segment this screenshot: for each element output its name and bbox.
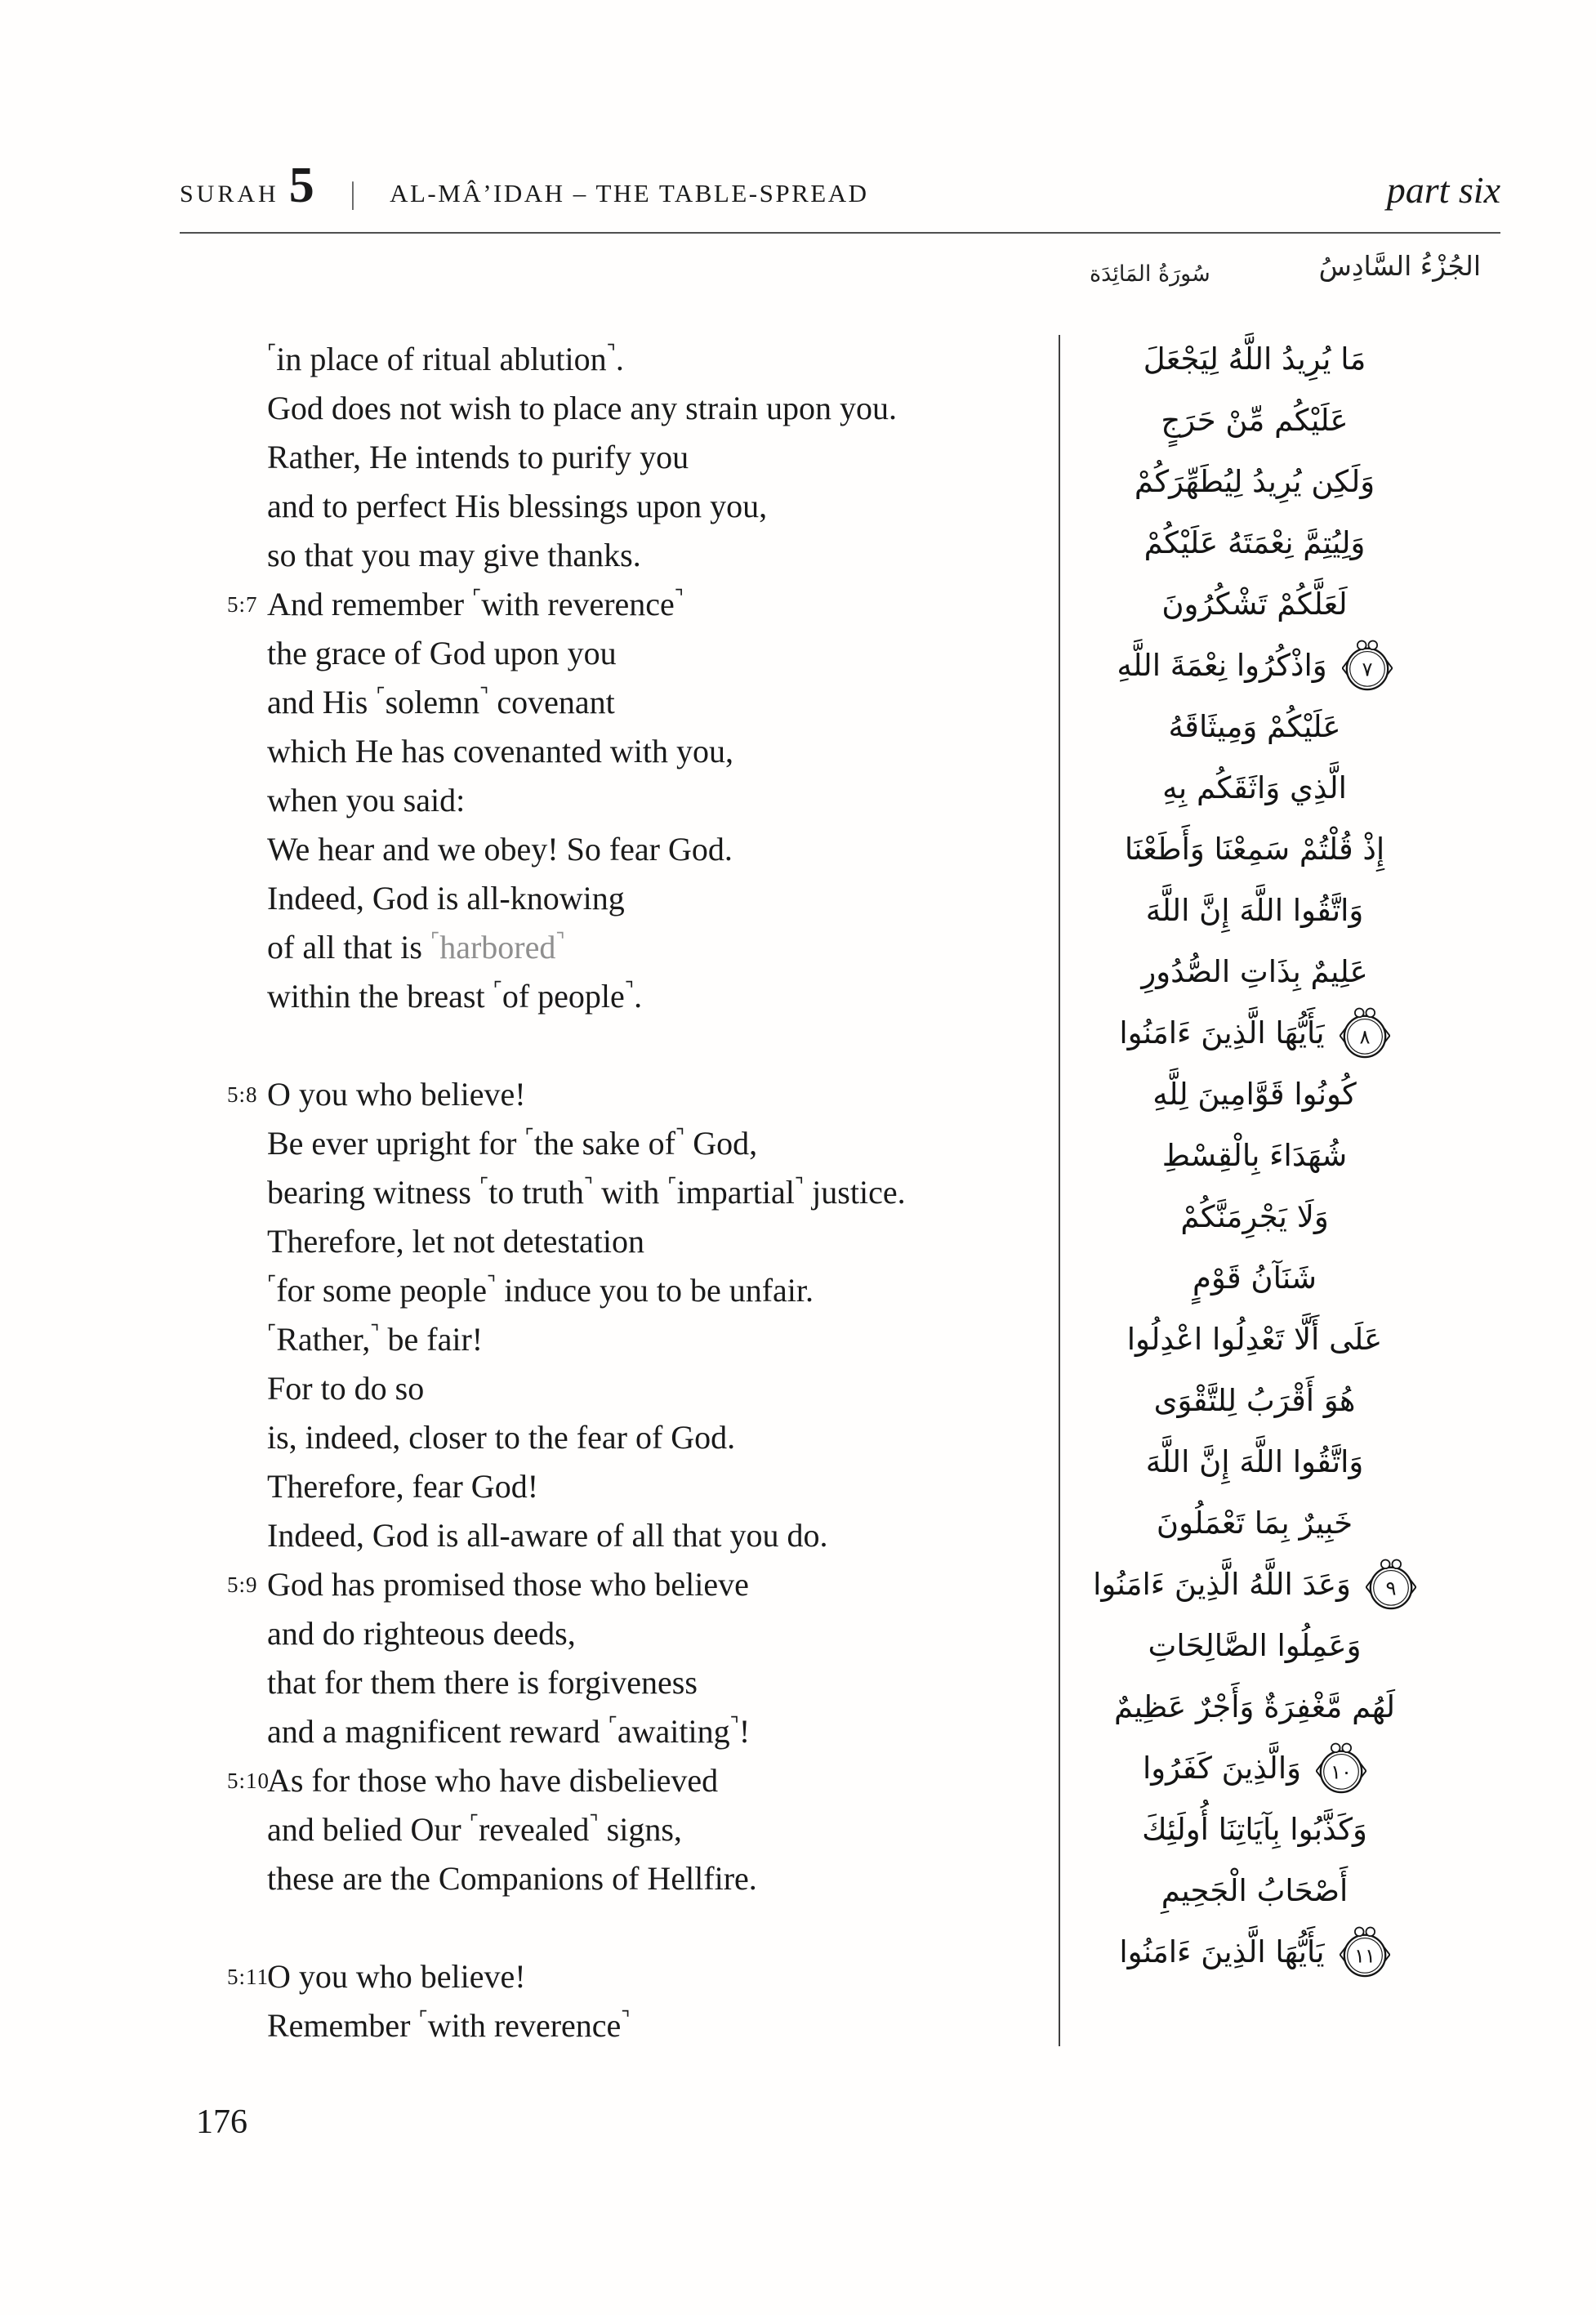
juz-label-arabic: الجُزْءُ السَّادِسُ <box>1318 250 1481 282</box>
translation-line: and a magnificent reward ⌜awaiting⌝! <box>267 1713 751 1750</box>
arabic-header <box>1075 250 1500 287</box>
arabic-line <box>1075 696 1434 757</box>
translation-line: that for them there is forgiveness <box>267 1664 698 1701</box>
arabic-line <box>1075 1921 1434 1983</box>
arabic-text: كُونُوا قَوَّامِينَ لِلَّهِ <box>1152 1077 1357 1112</box>
half-bracket: ⌜ <box>267 1273 277 1296</box>
translation-line: ⌜in place of ritual ablution⌝. <box>267 341 624 377</box>
verse-medallion-icon <box>1340 1925 1390 1979</box>
half-bracket: ⌜ <box>479 1175 489 1198</box>
arabic-line <box>1075 573 1434 635</box>
translation-line: and His ⌜solemn⌝ covenant <box>267 684 615 720</box>
half-bracket: ⌜ <box>608 1715 617 1737</box>
arabic-text: عَلَى أَلَّا تَعْدِلُوا اعْدِلُوا <box>1126 1322 1383 1357</box>
arabic-line <box>1075 390 1434 451</box>
svg-text:١٠: ١٠ <box>1330 1760 1352 1784</box>
arabic-text: لَهُم مَّغْفِرَةٌ وَأَجْرٌ عَظِيمٌ <box>1113 1689 1396 1724</box>
half-bracket: ⌝ <box>624 979 635 1001</box>
verse-block <box>227 580 1054 1021</box>
translation-line: which He has covenanted with you, <box>267 733 733 769</box>
arabic-text: وَاذْكُرُوا نِعْمَةَ اللَّهِ <box>1117 648 1327 683</box>
translation-line: O you who believe! <box>267 1958 526 1995</box>
translation-line: Remember ⌜with reverence⌝ <box>267 2007 631 2044</box>
half-bracket: ⌝ <box>589 1813 599 1835</box>
arabic-line <box>1075 1309 1434 1370</box>
arabic-text: عَلَيْكُم مِّنْ حَرَجٍ <box>1161 403 1349 438</box>
verse-number-label: 5:11 <box>227 1965 269 1989</box>
translation-line: O you who believe! <box>267 1076 526 1113</box>
translation-line: Therefore, fear God! <box>267 1468 539 1505</box>
half-bracket: ⌝ <box>606 342 616 364</box>
translation-line: ⌜for some people⌝ induce you to be unfair. <box>267 1272 814 1309</box>
translation-line: Therefore, let not detestation <box>267 1223 645 1260</box>
verse-block <box>227 1560 1054 1756</box>
translation-line: and belied Our ⌜revealed⌝ signs, <box>267 1811 682 1848</box>
arabic-text: لَعَلَّكُمْ تَشْكُرُونَ <box>1161 587 1348 622</box>
arabic-line <box>1075 1676 1434 1737</box>
page-header <box>180 158 1500 213</box>
arabic-line <box>1075 1002 1434 1064</box>
translation-line: when you said: <box>267 782 466 819</box>
arabic-text: شُهَدَاءَ بِالْقِسْطِ <box>1161 1138 1348 1173</box>
svg-text:٧: ٧ <box>1362 658 1373 681</box>
translation-column <box>227 335 1054 2050</box>
surah-heading <box>180 158 869 213</box>
arabic-line <box>1075 328 1434 390</box>
verse-block <box>227 1756 1054 1903</box>
translation-line: As for those who have disbelieved <box>267 1762 719 1799</box>
verse-medallion-icon <box>1316 1742 1366 1795</box>
half-bracket: ⌜ <box>667 1175 677 1198</box>
arabic-line <box>1075 1186 1434 1247</box>
arabic-text: إِذْ قُلْتُمْ سَمِعْنَا وَأَطَعْنَا <box>1124 832 1385 867</box>
arabic-line <box>1075 1554 1434 1615</box>
column-divider-rule <box>1059 335 1060 2046</box>
half-bracket: ⌝ <box>555 930 565 952</box>
arabic-line <box>1075 819 1434 880</box>
translation-line: and to perfect His blessings upon you, <box>267 488 768 524</box>
translation-line: God does not wish to place any strain upon you. <box>267 390 897 426</box>
arabic-line <box>1075 1064 1434 1125</box>
half-bracket: ⌜ <box>493 979 502 1001</box>
arabic-line <box>1075 1492 1434 1554</box>
arabic-line <box>1075 1799 1434 1860</box>
translation-line: Be ever upright for ⌜the sake of⌝ God, <box>267 1125 758 1162</box>
surah-name-arabic: سُورَةُ المَائِدَة <box>1090 261 1210 287</box>
muted-text: ⌜harbored⌝ <box>430 929 565 966</box>
svg-text:٨: ٨ <box>1359 1025 1371 1049</box>
arabic-line <box>1075 1860 1434 1921</box>
arabic-line <box>1075 1370 1434 1431</box>
arabic-line <box>1075 1125 1434 1186</box>
arabic-text: وَلَكِن يُرِيدُ لِيُطَهِّرَكُمْ <box>1134 464 1375 499</box>
page-number: 176 <box>196 2103 247 2141</box>
verse-number-label: 5:10 <box>227 1769 270 1793</box>
arabic-line <box>1075 1615 1434 1676</box>
arabic-text: وَعَدَ اللَّهُ الَّذِينَ ءَامَنُوا <box>1093 1567 1351 1602</box>
arabic-text: عَلَيْكُمْ وَمِيثَاقَهُ <box>1168 709 1341 744</box>
translation-line: Indeed, God is all-aware of all that you do. <box>267 1517 828 1554</box>
arabic-text: وَكَذَّبُوا بِآيَاتِنَا أُولَئِكَ <box>1142 1812 1367 1847</box>
translation-line: For to do so <box>267 1370 425 1407</box>
translation-line: and do righteous deeds, <box>267 1615 576 1652</box>
translation-line: And remember ⌜with reverence⌝ <box>267 586 684 622</box>
translation-line: Indeed, God is all-knowing <box>267 880 625 917</box>
verse-medallion-icon <box>1340 1006 1390 1060</box>
surah-label: SURAH <box>180 181 279 207</box>
translation-line: within the breast ⌜of people⌝. <box>267 978 643 1015</box>
arabic-line <box>1075 1737 1434 1799</box>
arabic-text: وَلَا يَجْرِمَنَّكُمْ <box>1180 1199 1329 1234</box>
translation-line: God has promised those who believe <box>267 1566 749 1603</box>
svg-text:١١: ١١ <box>1353 1944 1375 1968</box>
half-bracket: ⌝ <box>583 1175 594 1198</box>
half-bracket: ⌜ <box>418 2009 428 2031</box>
translation-line: Rather, He intends to purify you <box>267 439 689 475</box>
half-bracket: ⌜ <box>472 587 482 609</box>
svg-text:٩: ٩ <box>1385 1577 1397 1600</box>
arabic-line <box>1075 1247 1434 1309</box>
arabic-text: يَأَيُّهَا الَّذِينَ ءَامَنُوا <box>1119 1934 1325 1969</box>
arabic-text: عَلِيمٌ بِذَاتِ الصُّدُورِ <box>1141 954 1368 989</box>
arabic-text: وَاتَّقُوا اللَّهَ إِنَّ اللَّهَ <box>1145 1444 1364 1479</box>
half-bracket: ⌝ <box>621 2009 631 2031</box>
verse-block <box>227 1952 1054 2050</box>
arabic-line <box>1075 635 1434 696</box>
translation-line: these are the Companions of Hellfire. <box>267 1860 757 1897</box>
arabic-text: خَبِيرٌ بِمَا تَعْمَلُونَ <box>1156 1505 1353 1541</box>
verse-medallion-icon <box>1366 1558 1416 1612</box>
verse-number-label: 5:7 <box>227 592 258 617</box>
header-rule <box>180 232 1500 234</box>
half-bracket: ⌜ <box>430 930 440 952</box>
arabic-text: وَعَمِلُوا الصَّالِحَاتِ <box>1148 1628 1362 1663</box>
arabic-line <box>1075 512 1434 573</box>
arabic-text: وَالَّذِينَ كَفَرُوا <box>1143 1751 1301 1786</box>
arabic-text: هُوَ أَقْرَبُ لِلتَّقْوَى <box>1153 1383 1356 1418</box>
half-bracket: ⌝ <box>370 1323 380 1345</box>
verse-number-label: 5:8 <box>227 1082 258 1107</box>
verse-number-label: 5:9 <box>227 1572 258 1597</box>
arabic-line <box>1075 1431 1434 1492</box>
translation-line: so that you may give thanks. <box>267 537 641 573</box>
arabic-text: وَاتَّقُوا اللَّهَ إِنَّ اللَّهَ <box>1145 893 1364 928</box>
half-bracket: ⌜ <box>469 1813 479 1835</box>
half-bracket: ⌝ <box>675 1126 685 1149</box>
half-bracket: ⌝ <box>674 587 684 609</box>
arabic-text: أَصْحَابُ الْجَحِيمِ <box>1161 1873 1349 1908</box>
verse-block <box>227 335 1054 580</box>
translation-line: of all that is ⌜harbored⌝ <box>267 929 565 966</box>
half-bracket: ⌝ <box>729 1715 739 1737</box>
translation-line: is, indeed, closer to the fear of God. <box>267 1419 736 1456</box>
arabic-line <box>1075 451 1434 512</box>
translation-line: the grace of God upon you <box>267 635 617 671</box>
surah-title: AL-MÂ’IDAH – THE TABLE-SPREAD <box>390 179 869 207</box>
arabic-column <box>1075 328 1434 1983</box>
surah-number: 5 <box>288 158 314 213</box>
half-bracket: ⌝ <box>794 1175 805 1198</box>
arabic-line <box>1075 941 1434 1002</box>
verse-medallion-icon <box>1342 639 1393 693</box>
half-bracket: ⌝ <box>486 1273 497 1296</box>
arabic-text: مَا يُرِيدُ اللَّهُ لِيَجْعَلَ <box>1143 341 1366 377</box>
header-separator: | <box>350 175 356 211</box>
translation-line: ⌜Rather,⌝ be fair! <box>267 1321 484 1358</box>
half-bracket: ⌜ <box>376 685 386 707</box>
arabic-text: يَأَيُّهَا الَّذِينَ ءَامَنُوا <box>1119 1015 1325 1050</box>
arabic-text: الَّذِي وَاثَقَكُم بِهِ <box>1162 770 1347 805</box>
arabic-line <box>1075 880 1434 941</box>
arabic-text: وَلِيُتِمَّ نِعْمَتَهُ عَلَيْكُمْ <box>1144 525 1366 560</box>
part-label: part six <box>1386 168 1500 211</box>
translation-line: bearing witness ⌜to truth⌝ with ⌜impartial⌝ justice. <box>267 1174 906 1211</box>
half-bracket: ⌝ <box>479 685 489 707</box>
translation-line: We hear and we obey! So fear God. <box>267 831 733 868</box>
half-bracket: ⌜ <box>267 1323 277 1345</box>
arabic-line <box>1075 757 1434 819</box>
half-bracket: ⌜ <box>267 342 277 364</box>
verse-block <box>227 1070 1054 1560</box>
half-bracket: ⌜ <box>524 1126 534 1149</box>
arabic-text: شَنَآنُ قَوْمٍ <box>1192 1260 1317 1296</box>
